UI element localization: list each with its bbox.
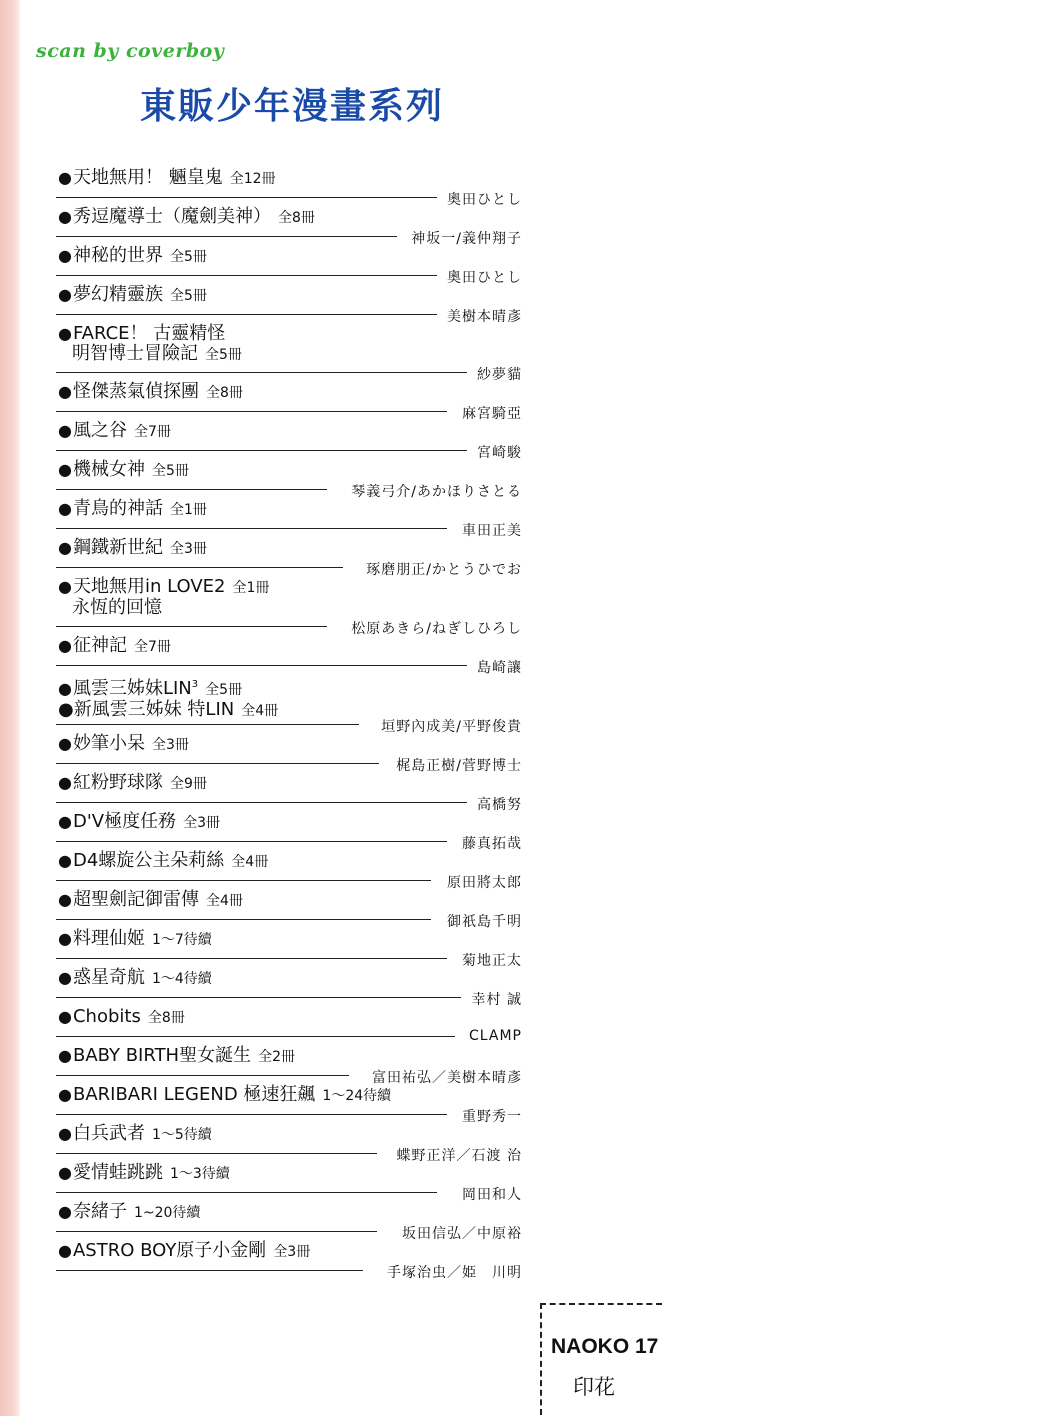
divider-rule [56,665,467,666]
entry-author: 梶島正樹/菅野博士 [396,758,522,774]
bullet-icon: ● [58,577,72,596]
bullet-icon: ● [58,460,72,479]
entry-title: BARIBARI LEGEND 極速狂飆 [72,1084,316,1105]
entry-title: 青鳥的神話 [72,498,163,519]
entry-title: 風雲三姊妹LIN [72,678,192,699]
divider-rule [56,626,327,627]
stamp-code: NAOKO 17 [551,1335,659,1358]
entry-title-line [58,1241,310,1262]
volume-note: 全1冊 [169,502,207,518]
entry-title: 天地無用in LOVE2 [72,576,226,597]
entry-title: D4螺旋公主朵莉絲 [72,850,225,871]
entry-title: 風之谷 [72,420,127,441]
stamp-label: 印花 [573,1375,615,1399]
entry-title-line [58,460,189,481]
entry-title-second-line: ●新風雲三姊妹 特LIN [58,699,235,720]
entry-title: 機械女神 [72,459,145,480]
entry-title-line [58,168,276,189]
series-title: 東販少年漫畫系列 [140,86,445,127]
bullet-icon: ● [58,1241,72,1260]
entry-title-line [58,499,207,520]
bullet-icon: ● [58,929,72,948]
entry-title-superscript: 3 [191,679,199,690]
bullet-icon: ● [58,734,72,753]
entry-title: 愛情蛙跳跳 [72,1162,163,1183]
bullet-icon: ● [58,851,72,870]
entry-title-line [58,1007,185,1028]
divider-rule [56,1036,455,1037]
bullet-icon: ● [58,679,72,698]
volume-note: 全5冊 [169,288,207,304]
divider-rule [56,372,467,373]
volume-note: 全5冊 [205,682,243,698]
entry-author: 車田正美 [462,523,522,539]
bullet-icon: ● [58,1163,72,1182]
divider-rule [56,275,437,276]
volume-note: 1~20待續 [133,1205,201,1221]
entry-title: 天地無用！ 魎皇鬼 [72,167,223,188]
divider-rule [56,489,327,490]
divider-rule [56,567,343,568]
bullet-icon: ● [58,324,72,343]
entry-title: 妙筆小呆 [72,733,145,754]
bullet-icon: ● [58,1046,72,1065]
entry-title-line [58,1202,200,1223]
entry-title-line [58,929,212,950]
bullet-icon: ● [58,382,72,401]
entry-author: 松原あきら/ねぎしひろし [351,621,522,637]
entry-author: 蝶野正洋／石渡 治 [396,1148,522,1164]
entry-author: 手塚治虫／姫 川明 [387,1265,522,1281]
divider-rule [56,1231,377,1232]
entry-author: 御祇島千明 [447,914,522,930]
entry-title-line [58,324,242,365]
entry-author: 岡田和人 [462,1187,522,1203]
entry-title-line [58,890,243,911]
entry-title-line [58,1163,230,1184]
volume-note: 全3冊 [183,815,221,831]
volume-note: 全8冊 [147,1010,185,1026]
left-edge-band [0,0,20,1416]
volume-note: 全5冊 [151,463,189,479]
entry-author: 宮崎駿 [477,445,522,461]
volume-note: 全3冊 [273,1244,311,1260]
divider-rule [56,197,437,198]
entry-title: 惑星奇航 [72,967,145,988]
entry-title: D'V極度任務 [72,811,177,832]
volume-note: 全2冊 [258,1049,296,1065]
entry-title-line [58,538,207,559]
entry-title-line [58,382,243,403]
entry-title: 夢幻精靈族 [72,284,163,305]
bullet-icon: ● [58,812,72,831]
bullet-icon: ● [58,773,72,792]
entry-author: 菊地正太 [462,953,522,969]
bullet-icon: ● [58,636,72,655]
entry-author: 重野秀一 [462,1109,522,1125]
divider-rule [56,1114,447,1115]
entry-title-line [58,577,269,618]
entry-title-line [58,773,207,794]
bullet-icon: ● [58,1007,72,1026]
entry-author: 琢磨朋正/かとうひでお [366,562,522,578]
volume-note: 1～5待續 [151,1127,212,1143]
entry-author: 琴義弓介/あかほりさとる [351,484,522,500]
entry-title-second-line: 永恆的回憶 [72,597,162,618]
entry-title-line [58,734,189,755]
entry-title: 征神記 [72,635,127,656]
volume-note: 1～4待續 [151,971,212,987]
entry-author: CLAMP [469,1028,522,1044]
entry-author: 奧田ひとし [447,192,522,208]
bullet-icon: ● [58,1202,72,1221]
divider-rule [56,411,447,412]
entry-author: 紗夢貓 [477,367,522,383]
bullet-icon: ● [58,1085,72,1104]
bullet-icon: ● [58,890,72,909]
entry-title: BABY BIRTH聖女誕生 [72,1045,252,1066]
entry-title: 怪傑蒸氣偵探團 [72,381,199,402]
volume-note: 全7冊 [133,639,171,655]
entry-title-line [58,1085,391,1106]
divider-rule [56,1153,377,1154]
volume-note: 全4冊 [205,893,243,909]
divider-rule [56,236,397,237]
entry-title-line [58,285,207,306]
bullet-icon: ● [58,207,72,226]
volume-note: 全5冊 [169,249,207,265]
entry-title: 紅粉野球隊 [72,772,163,793]
entry-title: 鋼鐵新世紀 [72,537,163,558]
bullet-icon: ● [58,246,72,265]
volume-note: 全5冊 [205,347,242,363]
volume-note: 全3冊 [151,737,189,753]
entry-title: Chobits [72,1006,141,1027]
entry-author: 美樹本晴彥 [447,309,522,325]
volume-note: 全4冊 [241,703,279,719]
entry-author: 高橋努 [477,797,522,813]
divider-rule [56,763,379,764]
entry-author: 神坂一/義仲翔子 [411,231,522,247]
volume-note: 全4冊 [231,854,269,870]
volume-note: 1～3待續 [169,1166,230,1182]
bullet-icon: ● [58,1124,72,1143]
entry-author: 幸村 誠 [471,992,522,1008]
divider-rule [56,1192,437,1193]
entry-author: 富田祐弘／美樹本晴彥 [372,1070,522,1086]
bullet-icon: ● [58,285,72,304]
stamp-box [540,1303,662,1415]
entry-title-line [58,851,268,872]
entry-title-line [58,1046,295,1067]
bullet-icon: ● [58,421,72,440]
entry-title: 超聖劍記御雷傳 [72,889,199,910]
divider-rule [56,1075,349,1076]
entry-title: 白兵武者 [72,1123,145,1144]
entry-author: 垣野內成美/平野俊貴 [381,719,522,735]
volume-note: 全3冊 [169,541,207,557]
entry-title-line [58,207,315,228]
divider-rule [56,841,447,842]
divider-rule [56,1270,363,1271]
volume-note: 全12冊 [229,171,276,187]
entry-author: 原田將太郎 [447,875,522,891]
entry-title-line [58,968,212,989]
entry-author: 奧田ひとし [447,270,522,286]
volume-note: 1～7待續 [151,932,212,948]
entry-title-line [58,636,171,657]
bullet-icon: ● [58,968,72,987]
divider-rule [56,314,437,315]
bullet-icon: ● [58,168,72,187]
volume-note: 全8冊 [205,385,243,401]
bullet-icon: ● [58,499,72,518]
divider-rule [56,724,359,725]
entry-author: 坂田信弘／中原裕 [402,1226,522,1242]
divider-rule [56,450,467,451]
entry-title: 奈緒子 [72,1201,127,1222]
entry-title: 秀逗魔導士（魔劍美神） [72,206,271,227]
volume-note: 1～24待續 [322,1088,392,1104]
volume-note: 全1冊 [232,580,270,596]
divider-rule [56,997,461,998]
bullet-icon: ● [58,538,72,557]
entry-title: 料理仙姬 [72,928,145,949]
divider-rule [56,919,431,920]
divider-rule [56,958,447,959]
divider-rule [56,528,447,529]
divider-rule [56,880,431,881]
entry-title-line [58,246,207,267]
entry-title-line [58,675,278,721]
entry-title-second-line: 明智博士冒險記 [72,343,198,364]
scan-credit: scan by coverboy [36,40,225,62]
entry-author: 麻宮騎亞 [462,406,522,422]
volume-note: 全7冊 [133,424,171,440]
entry-author: 藤真拓哉 [462,836,522,852]
entry-title-line [58,812,220,833]
entry-title-line [58,421,171,442]
divider-rule [56,802,467,803]
entry-title-line [58,1124,212,1145]
entry-author: 島崎讓 [477,660,522,676]
entry-title: 神秘的世界 [72,245,163,266]
volume-note: 全8冊 [277,210,315,226]
entry-title: FARCE！ 古靈精怪 [72,323,226,344]
entry-title: ASTRO BOY原子小金剛 [72,1240,267,1261]
volume-note: 全9冊 [169,776,207,792]
